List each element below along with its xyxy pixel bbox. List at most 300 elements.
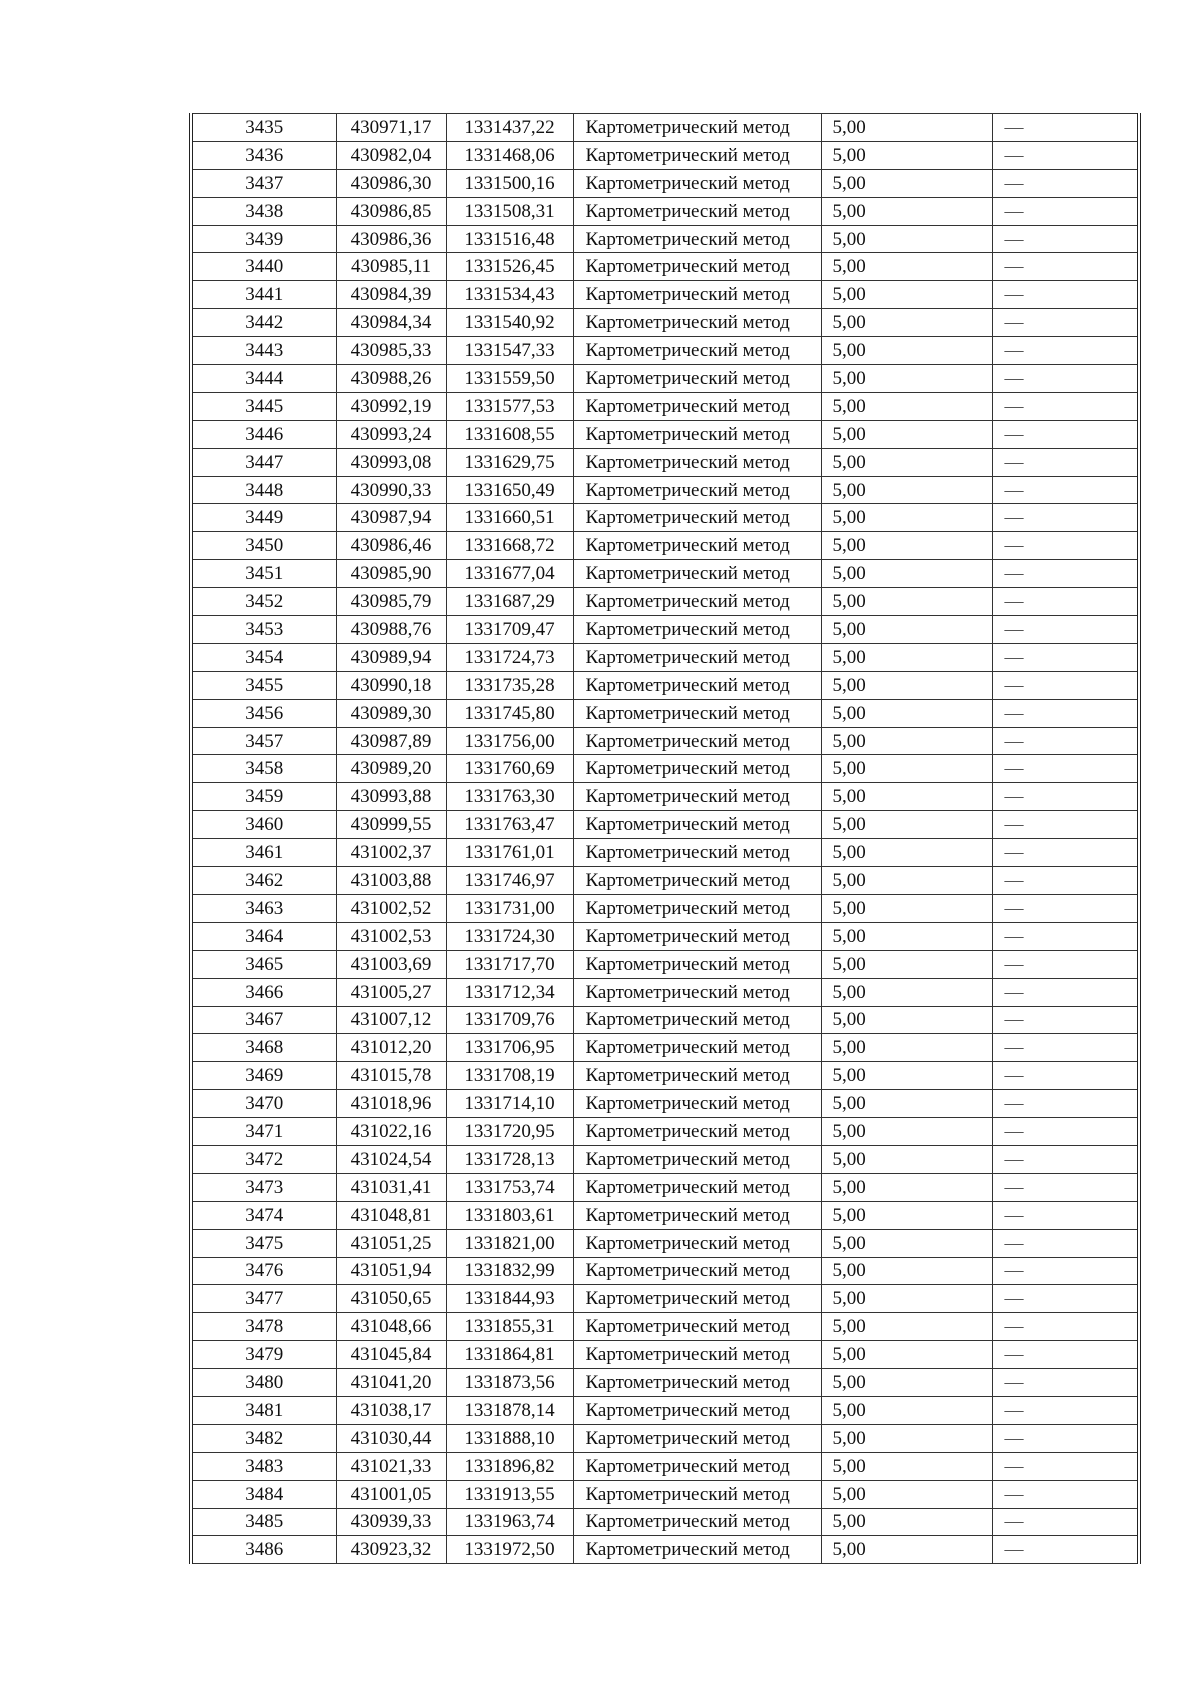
table-row xyxy=(191,1173,1139,1201)
description-cell: — xyxy=(992,141,1139,169)
table-row xyxy=(191,1285,1139,1313)
point-number-cell: 3475 xyxy=(191,1229,336,1257)
accuracy-cell: 5,00 xyxy=(821,839,992,867)
point-number-cell: 3437 xyxy=(191,169,336,197)
method-cell: Картометрический метод xyxy=(573,169,821,197)
accuracy-cell: 5,00 xyxy=(821,978,992,1006)
table-row xyxy=(191,197,1139,225)
point-number-cell: 3448 xyxy=(191,476,336,504)
description-cell: — xyxy=(992,811,1139,839)
point-number-cell: 3442 xyxy=(191,309,336,337)
accuracy-cell: 5,00 xyxy=(821,476,992,504)
table-row xyxy=(191,1034,1139,1062)
y-coordinate-cell: 1331668,72 xyxy=(446,532,573,560)
table-row xyxy=(191,1118,1139,1146)
y-coordinate-cell: 1331687,29 xyxy=(446,588,573,616)
method-cell: Картометрический метод xyxy=(573,1229,821,1257)
table-row xyxy=(191,922,1139,950)
y-coordinate-cell: 1331709,76 xyxy=(446,1006,573,1034)
accuracy-cell: 5,00 xyxy=(821,588,992,616)
y-coordinate-cell: 1331878,14 xyxy=(446,1396,573,1424)
x-coordinate-cell: 430988,76 xyxy=(336,616,446,644)
x-coordinate-cell: 431041,20 xyxy=(336,1369,446,1397)
x-coordinate-cell: 431003,69 xyxy=(336,950,446,978)
method-cell: Картометрический метод xyxy=(573,588,821,616)
point-number-cell: 3476 xyxy=(191,1257,336,1285)
x-coordinate-cell: 431051,94 xyxy=(336,1257,446,1285)
x-coordinate-cell: 431002,53 xyxy=(336,922,446,950)
method-cell: Картометрический метод xyxy=(573,225,821,253)
table-row xyxy=(191,365,1139,393)
accuracy-cell: 5,00 xyxy=(821,1090,992,1118)
method-cell: Картометрический метод xyxy=(573,337,821,365)
point-number-cell: 3446 xyxy=(191,420,336,448)
accuracy-cell: 5,00 xyxy=(821,365,992,393)
y-coordinate-cell: 1331437,22 xyxy=(446,114,573,142)
accuracy-cell: 5,00 xyxy=(821,392,992,420)
accuracy-cell: 5,00 xyxy=(821,727,992,755)
method-cell: Картометрический метод xyxy=(573,1369,821,1397)
description-cell: — xyxy=(992,839,1139,867)
accuracy-cell: 5,00 xyxy=(821,922,992,950)
accuracy-cell: 5,00 xyxy=(821,1285,992,1313)
point-number-cell: 3480 xyxy=(191,1369,336,1397)
description-cell: — xyxy=(992,448,1139,476)
point-number-cell: 3438 xyxy=(191,197,336,225)
description-cell: — xyxy=(992,1341,1139,1369)
x-coordinate-cell: 430986,46 xyxy=(336,532,446,560)
table-row xyxy=(191,504,1139,532)
point-number-cell: 3441 xyxy=(191,281,336,309)
y-coordinate-cell: 1331728,13 xyxy=(446,1145,573,1173)
method-cell: Картометрический метод xyxy=(573,839,821,867)
x-coordinate-cell: 431002,52 xyxy=(336,894,446,922)
table-row xyxy=(191,114,1139,142)
y-coordinate-cell: 1331753,74 xyxy=(446,1173,573,1201)
point-number-cell: 3483 xyxy=(191,1452,336,1480)
method-cell: Картометрический метод xyxy=(573,1536,821,1564)
point-number-cell: 3435 xyxy=(191,114,336,142)
y-coordinate-cell: 1331745,80 xyxy=(446,699,573,727)
y-coordinate-cell: 1331534,43 xyxy=(446,281,573,309)
y-coordinate-cell: 1331547,33 xyxy=(446,337,573,365)
y-coordinate-cell: 1331855,31 xyxy=(446,1313,573,1341)
table-row xyxy=(191,309,1139,337)
x-coordinate-cell: 431012,20 xyxy=(336,1034,446,1062)
accuracy-cell: 5,00 xyxy=(821,950,992,978)
method-cell: Картометрический метод xyxy=(573,894,821,922)
accuracy-cell: 5,00 xyxy=(821,141,992,169)
accuracy-cell: 5,00 xyxy=(821,616,992,644)
method-cell: Картометрический метод xyxy=(573,811,821,839)
description-cell: — xyxy=(992,1480,1139,1508)
method-cell: Картометрический метод xyxy=(573,197,821,225)
method-cell: Картометрический метод xyxy=(573,1062,821,1090)
x-coordinate-cell: 430984,34 xyxy=(336,309,446,337)
x-coordinate-cell: 430989,30 xyxy=(336,699,446,727)
y-coordinate-cell: 1331873,56 xyxy=(446,1369,573,1397)
point-number-cell: 3455 xyxy=(191,671,336,699)
y-coordinate-cell: 1331760,69 xyxy=(446,755,573,783)
method-cell: Картометрический метод xyxy=(573,420,821,448)
table-row xyxy=(191,755,1139,783)
table-row xyxy=(191,337,1139,365)
y-coordinate-cell: 1331708,19 xyxy=(446,1062,573,1090)
point-number-cell: 3464 xyxy=(191,922,336,950)
method-cell: Картометрический метод xyxy=(573,1201,821,1229)
y-coordinate-cell: 1331712,34 xyxy=(446,978,573,1006)
point-number-cell: 3457 xyxy=(191,727,336,755)
y-coordinate-cell: 1331526,45 xyxy=(446,253,573,281)
method-cell: Картометрический метод xyxy=(573,1341,821,1369)
table-row xyxy=(191,616,1139,644)
point-number-cell: 3463 xyxy=(191,894,336,922)
x-coordinate-cell: 430985,11 xyxy=(336,253,446,281)
description-cell: — xyxy=(992,420,1139,448)
description-cell: — xyxy=(992,560,1139,588)
description-cell: — xyxy=(992,755,1139,783)
accuracy-cell: 5,00 xyxy=(821,169,992,197)
coordinates-table-body xyxy=(191,114,1139,1564)
y-coordinate-cell: 1331468,06 xyxy=(446,141,573,169)
y-coordinate-cell: 1331650,49 xyxy=(446,476,573,504)
accuracy-cell: 5,00 xyxy=(821,643,992,671)
method-cell: Картометрический метод xyxy=(573,727,821,755)
description-cell: — xyxy=(992,1173,1139,1201)
y-coordinate-cell: 1331677,04 xyxy=(446,560,573,588)
accuracy-cell: 5,00 xyxy=(821,114,992,142)
x-coordinate-cell: 430988,26 xyxy=(336,365,446,393)
accuracy-cell: 5,00 xyxy=(821,337,992,365)
description-cell: — xyxy=(992,783,1139,811)
x-coordinate-cell: 430990,18 xyxy=(336,671,446,699)
y-coordinate-cell: 1331864,81 xyxy=(446,1341,573,1369)
table-row xyxy=(191,1090,1139,1118)
method-cell: Картометрический метод xyxy=(573,671,821,699)
point-number-cell: 3472 xyxy=(191,1145,336,1173)
x-coordinate-cell: 430985,90 xyxy=(336,560,446,588)
accuracy-cell: 5,00 xyxy=(821,1062,992,1090)
method-cell: Картометрический метод xyxy=(573,448,821,476)
description-cell: — xyxy=(992,1508,1139,1536)
y-coordinate-cell: 1331706,95 xyxy=(446,1034,573,1062)
x-coordinate-cell: 430989,20 xyxy=(336,755,446,783)
coordinates-table xyxy=(189,113,1141,1564)
accuracy-cell: 5,00 xyxy=(821,1341,992,1369)
point-number-cell: 3469 xyxy=(191,1062,336,1090)
table-row xyxy=(191,1341,1139,1369)
accuracy-cell: 5,00 xyxy=(821,1508,992,1536)
description-cell: — xyxy=(992,1424,1139,1452)
x-coordinate-cell: 430992,19 xyxy=(336,392,446,420)
method-cell: Картометрический метод xyxy=(573,1480,821,1508)
point-number-cell: 3484 xyxy=(191,1480,336,1508)
x-coordinate-cell: 431030,44 xyxy=(336,1424,446,1452)
accuracy-cell: 5,00 xyxy=(821,1006,992,1034)
accuracy-cell: 5,00 xyxy=(821,1452,992,1480)
x-coordinate-cell: 430989,94 xyxy=(336,643,446,671)
table-row xyxy=(191,169,1139,197)
method-cell: Картометрический метод xyxy=(573,867,821,895)
table-row xyxy=(191,1508,1139,1536)
x-coordinate-cell: 431051,25 xyxy=(336,1229,446,1257)
description-cell: — xyxy=(992,114,1139,142)
table-row xyxy=(191,1062,1139,1090)
point-number-cell: 3479 xyxy=(191,1341,336,1369)
y-coordinate-cell: 1331577,53 xyxy=(446,392,573,420)
method-cell: Картометрический метод xyxy=(573,281,821,309)
method-cell: Картометрический метод xyxy=(573,476,821,504)
x-coordinate-cell: 430999,55 xyxy=(336,811,446,839)
x-coordinate-cell: 431015,78 xyxy=(336,1062,446,1090)
table-row xyxy=(191,1452,1139,1480)
point-number-cell: 3478 xyxy=(191,1313,336,1341)
x-coordinate-cell: 431007,12 xyxy=(336,1006,446,1034)
method-cell: Картометрический метод xyxy=(573,1090,821,1118)
table-row xyxy=(191,1201,1139,1229)
y-coordinate-cell: 1331500,16 xyxy=(446,169,573,197)
x-coordinate-cell: 430986,85 xyxy=(336,197,446,225)
table-row xyxy=(191,1145,1139,1173)
table-row xyxy=(191,978,1139,1006)
accuracy-cell: 5,00 xyxy=(821,1201,992,1229)
description-cell: — xyxy=(992,476,1139,504)
method-cell: Картометрический метод xyxy=(573,1313,821,1341)
method-cell: Картометрический метод xyxy=(573,699,821,727)
accuracy-cell: 5,00 xyxy=(821,1229,992,1257)
point-number-cell: 3447 xyxy=(191,448,336,476)
table-row xyxy=(191,420,1139,448)
method-cell: Картометрический метод xyxy=(573,978,821,1006)
x-coordinate-cell: 430986,36 xyxy=(336,225,446,253)
point-number-cell: 3462 xyxy=(191,867,336,895)
method-cell: Картометрический метод xyxy=(573,1257,821,1285)
x-coordinate-cell: 431045,84 xyxy=(336,1341,446,1369)
y-coordinate-cell: 1331724,30 xyxy=(446,922,573,950)
description-cell: — xyxy=(992,1006,1139,1034)
method-cell: Картометрический метод xyxy=(573,1396,821,1424)
y-coordinate-cell: 1331735,28 xyxy=(446,671,573,699)
description-cell: — xyxy=(992,1452,1139,1480)
method-cell: Картометрический метод xyxy=(573,616,821,644)
y-coordinate-cell: 1331709,47 xyxy=(446,616,573,644)
table-row xyxy=(191,643,1139,671)
point-number-cell: 3456 xyxy=(191,699,336,727)
y-coordinate-cell: 1331761,01 xyxy=(446,839,573,867)
y-coordinate-cell: 1331720,95 xyxy=(446,1118,573,1146)
x-coordinate-cell: 431031,41 xyxy=(336,1173,446,1201)
table-row xyxy=(191,894,1139,922)
description-cell: — xyxy=(992,337,1139,365)
method-cell: Картометрический метод xyxy=(573,1508,821,1536)
method-cell: Картометрический метод xyxy=(573,114,821,142)
method-cell: Картометрический метод xyxy=(573,253,821,281)
y-coordinate-cell: 1331763,30 xyxy=(446,783,573,811)
y-coordinate-cell: 1331844,93 xyxy=(446,1285,573,1313)
point-number-cell: 3452 xyxy=(191,588,336,616)
accuracy-cell: 5,00 xyxy=(821,253,992,281)
point-number-cell: 3474 xyxy=(191,1201,336,1229)
point-number-cell: 3450 xyxy=(191,532,336,560)
accuracy-cell: 5,00 xyxy=(821,420,992,448)
x-coordinate-cell: 430985,33 xyxy=(336,337,446,365)
description-cell: — xyxy=(992,950,1139,978)
y-coordinate-cell: 1331717,70 xyxy=(446,950,573,978)
x-coordinate-cell: 431048,66 xyxy=(336,1313,446,1341)
description-cell: — xyxy=(992,169,1139,197)
description-cell: — xyxy=(992,727,1139,755)
point-number-cell: 3467 xyxy=(191,1006,336,1034)
x-coordinate-cell: 431038,17 xyxy=(336,1396,446,1424)
x-coordinate-cell: 431022,16 xyxy=(336,1118,446,1146)
table-row xyxy=(191,1396,1139,1424)
point-number-cell: 3451 xyxy=(191,560,336,588)
x-coordinate-cell: 431001,05 xyxy=(336,1480,446,1508)
description-cell: — xyxy=(992,253,1139,281)
description-cell: — xyxy=(992,1118,1139,1146)
point-number-cell: 3436 xyxy=(191,141,336,169)
description-cell: — xyxy=(992,1313,1139,1341)
table-row xyxy=(191,448,1139,476)
x-coordinate-cell: 430987,94 xyxy=(336,504,446,532)
table-row xyxy=(191,141,1139,169)
y-coordinate-cell: 1331660,51 xyxy=(446,504,573,532)
x-coordinate-cell: 430990,33 xyxy=(336,476,446,504)
accuracy-cell: 5,00 xyxy=(821,448,992,476)
x-coordinate-cell: 430985,79 xyxy=(336,588,446,616)
method-cell: Картометрический метод xyxy=(573,1173,821,1201)
point-number-cell: 3465 xyxy=(191,950,336,978)
description-cell: — xyxy=(992,1396,1139,1424)
point-number-cell: 3458 xyxy=(191,755,336,783)
point-number-cell: 3439 xyxy=(191,225,336,253)
accuracy-cell: 5,00 xyxy=(821,1396,992,1424)
x-coordinate-cell: 431021,33 xyxy=(336,1452,446,1480)
accuracy-cell: 5,00 xyxy=(821,1034,992,1062)
x-coordinate-cell: 430993,08 xyxy=(336,448,446,476)
accuracy-cell: 5,00 xyxy=(821,560,992,588)
y-coordinate-cell: 1331508,31 xyxy=(446,197,573,225)
method-cell: Картометрический метод xyxy=(573,309,821,337)
y-coordinate-cell: 1331714,10 xyxy=(446,1090,573,1118)
x-coordinate-cell: 430987,89 xyxy=(336,727,446,755)
point-number-cell: 3445 xyxy=(191,392,336,420)
description-cell: — xyxy=(992,532,1139,560)
table-row xyxy=(191,1536,1139,1564)
table-row xyxy=(191,1480,1139,1508)
table-row xyxy=(191,811,1139,839)
y-coordinate-cell: 1331821,00 xyxy=(446,1229,573,1257)
description-cell: — xyxy=(992,1145,1139,1173)
description-cell: — xyxy=(992,867,1139,895)
point-number-cell: 3461 xyxy=(191,839,336,867)
x-coordinate-cell: 430939,33 xyxy=(336,1508,446,1536)
description-cell: — xyxy=(992,225,1139,253)
table-row xyxy=(191,1313,1139,1341)
description-cell: — xyxy=(992,1536,1139,1564)
method-cell: Картометрический метод xyxy=(573,1424,821,1452)
point-number-cell: 3443 xyxy=(191,337,336,365)
y-coordinate-cell: 1331724,73 xyxy=(446,643,573,671)
x-coordinate-cell: 430993,88 xyxy=(336,783,446,811)
table-row xyxy=(191,950,1139,978)
table-row xyxy=(191,1424,1139,1452)
description-cell: — xyxy=(992,309,1139,337)
description-cell: — xyxy=(992,922,1139,950)
accuracy-cell: 5,00 xyxy=(821,894,992,922)
accuracy-cell: 5,00 xyxy=(821,1173,992,1201)
description-cell: — xyxy=(992,1034,1139,1062)
method-cell: Картометрический метод xyxy=(573,141,821,169)
accuracy-cell: 5,00 xyxy=(821,699,992,727)
table-row xyxy=(191,225,1139,253)
point-number-cell: 3470 xyxy=(191,1090,336,1118)
method-cell: Картометрический метод xyxy=(573,392,821,420)
accuracy-cell: 5,00 xyxy=(821,532,992,560)
method-cell: Картометрический метод xyxy=(573,1034,821,1062)
y-coordinate-cell: 1331629,75 xyxy=(446,448,573,476)
accuracy-cell: 5,00 xyxy=(821,1369,992,1397)
method-cell: Картометрический метод xyxy=(573,950,821,978)
method-cell: Картометрический метод xyxy=(573,1452,821,1480)
accuracy-cell: 5,00 xyxy=(821,783,992,811)
accuracy-cell: 5,00 xyxy=(821,811,992,839)
x-coordinate-cell: 430986,30 xyxy=(336,169,446,197)
description-cell: — xyxy=(992,197,1139,225)
method-cell: Картометрический метод xyxy=(573,922,821,950)
table-row xyxy=(191,588,1139,616)
point-number-cell: 3481 xyxy=(191,1396,336,1424)
table-row xyxy=(191,532,1139,560)
point-number-cell: 3460 xyxy=(191,811,336,839)
table-row xyxy=(191,783,1139,811)
point-number-cell: 3440 xyxy=(191,253,336,281)
y-coordinate-cell: 1331608,55 xyxy=(446,420,573,448)
table-row xyxy=(191,671,1139,699)
table-row xyxy=(191,1229,1139,1257)
point-number-cell: 3449 xyxy=(191,504,336,532)
point-number-cell: 3485 xyxy=(191,1508,336,1536)
accuracy-cell: 5,00 xyxy=(821,197,992,225)
method-cell: Картометрический метод xyxy=(573,1006,821,1034)
method-cell: Картометрический метод xyxy=(573,783,821,811)
table-row xyxy=(191,699,1139,727)
x-coordinate-cell: 431003,88 xyxy=(336,867,446,895)
description-cell: — xyxy=(992,1229,1139,1257)
y-coordinate-cell: 1331540,92 xyxy=(446,309,573,337)
table-row xyxy=(191,392,1139,420)
description-cell: — xyxy=(992,671,1139,699)
description-cell: — xyxy=(992,588,1139,616)
method-cell: Картометрический метод xyxy=(573,365,821,393)
point-number-cell: 3486 xyxy=(191,1536,336,1564)
description-cell: — xyxy=(992,616,1139,644)
method-cell: Картометрический метод xyxy=(573,504,821,532)
x-coordinate-cell: 431024,54 xyxy=(336,1145,446,1173)
accuracy-cell: 5,00 xyxy=(821,1536,992,1564)
accuracy-cell: 5,00 xyxy=(821,755,992,783)
y-coordinate-cell: 1331896,82 xyxy=(446,1452,573,1480)
method-cell: Картометрический метод xyxy=(573,1285,821,1313)
description-cell: — xyxy=(992,978,1139,1006)
point-number-cell: 3459 xyxy=(191,783,336,811)
y-coordinate-cell: 1331972,50 xyxy=(446,1536,573,1564)
table-row xyxy=(191,281,1139,309)
point-number-cell: 3466 xyxy=(191,978,336,1006)
method-cell: Картометрический метод xyxy=(573,643,821,671)
accuracy-cell: 5,00 xyxy=(821,867,992,895)
description-cell: — xyxy=(992,365,1139,393)
